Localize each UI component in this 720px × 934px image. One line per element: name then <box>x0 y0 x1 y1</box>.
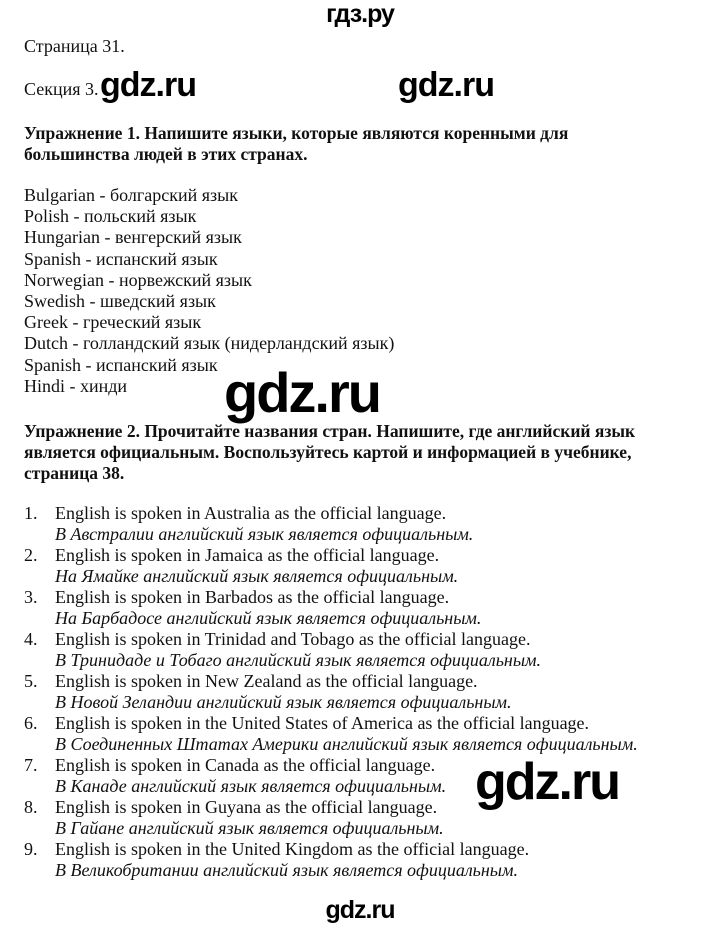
list-item: Bulgarian - болгарский язык <box>24 185 238 205</box>
list-item: Swedish - шведский язык <box>24 291 216 312</box>
answer-item <box>24 629 638 671</box>
answer-item <box>24 545 638 587</box>
watermark-top: гдз.ру <box>326 0 394 28</box>
list-item: Hindi - хинди <box>24 375 128 396</box>
list-item: Spanish - испанский язык <box>24 248 218 269</box>
answer-english: English is spoken in Jamaica as the official language. <box>55 545 440 565</box>
page-number: Страница 31. <box>24 36 125 56</box>
answer-english: English is spoken in New Zealand as the official language. <box>55 671 478 691</box>
answer-english: English is spoken in Trinidad and Tobago as the official language. <box>55 629 531 649</box>
answer-english: English is spoken in the United Kingdom as the official language. <box>55 839 530 859</box>
answer-number: 9. <box>24 839 38 859</box>
answer-item <box>24 839 638 881</box>
exercise2-answer-list <box>24 503 638 881</box>
answer-english: English is spoken in Canada as the official language. <box>55 755 436 775</box>
answer-number: 3. <box>24 587 38 607</box>
answer-number: 1. <box>24 503 38 523</box>
watermark-right: gdz.ru <box>475 753 619 811</box>
answer-item <box>24 587 638 629</box>
list-item: Polish - польский язык <box>24 206 197 227</box>
list-item: Hungarian - венгерский язык <box>24 227 242 248</box>
list-item: Dutch - голландский язык (нидерландский язык) <box>24 333 395 354</box>
answer-number: 7. <box>24 755 38 775</box>
answer-number: 2. <box>24 545 38 565</box>
answer-number: 5. <box>24 671 38 691</box>
answer-number: 8. <box>24 797 38 817</box>
answer-english: English is spoken in Australia as the official language. <box>55 503 447 523</box>
answer-english: English is spoken in Barbados as the official language. <box>55 587 450 607</box>
watermark-section-left: gdz.ru <box>100 66 196 104</box>
answer-russian: В Великобритании английский язык является официальным. <box>55 860 518 880</box>
answer-russian: В Гайане английский язык является официальным. <box>55 818 444 838</box>
list-item: Spanish - испанский язык <box>24 354 218 375</box>
answer-english: English is spoken in the United States of America as the official language. <box>55 713 590 733</box>
list-item: Norwegian - норвежский язык <box>24 269 252 290</box>
answer-russian: В Соединенных Штатах Америки английский язык является официальным. <box>55 734 638 754</box>
answer-russian: В Тринидаде и Тобаго английский язык является официальным. <box>55 650 542 670</box>
answer-item <box>24 503 638 545</box>
exercise1-title: Упражнение 1. Напишите языки, которые являются коренными для большинства людей в этих странах. <box>24 123 569 164</box>
exercise2-title: Упражнение 2. Прочитайте названия стран. Напишите, где английский язык является официальным. Воспользуйтесь картой и информацией в учебнике, страница 38. <box>24 421 636 483</box>
section-label: Секция 3. <box>24 79 99 99</box>
answer-russian: В Австралии английский язык является официальным. <box>55 524 474 544</box>
watermark-section-right: gdz.ru <box>398 66 494 104</box>
answer-item <box>24 671 638 713</box>
answer-number: 4. <box>24 629 38 649</box>
answer-english: English is spoken in Guyana as the official language. <box>55 797 438 817</box>
answer-number: 6. <box>24 713 38 733</box>
answer-russian: В Канаде английский язык является официальным. <box>55 776 447 796</box>
answer-russian: На Ямайке английский язык является официальным. <box>55 566 459 586</box>
list-item: Greek - греческий язык <box>24 312 202 333</box>
watermark-bottom: gdz.ru <box>325 896 395 924</box>
answer-item <box>24 713 638 755</box>
watermark-middle: gdz.ru <box>224 361 380 424</box>
answer-russian: На Барбадосе английский язык является официальным. <box>55 608 482 628</box>
answer-russian: В Новой Зеландии английский язык является официальным. <box>55 692 512 712</box>
